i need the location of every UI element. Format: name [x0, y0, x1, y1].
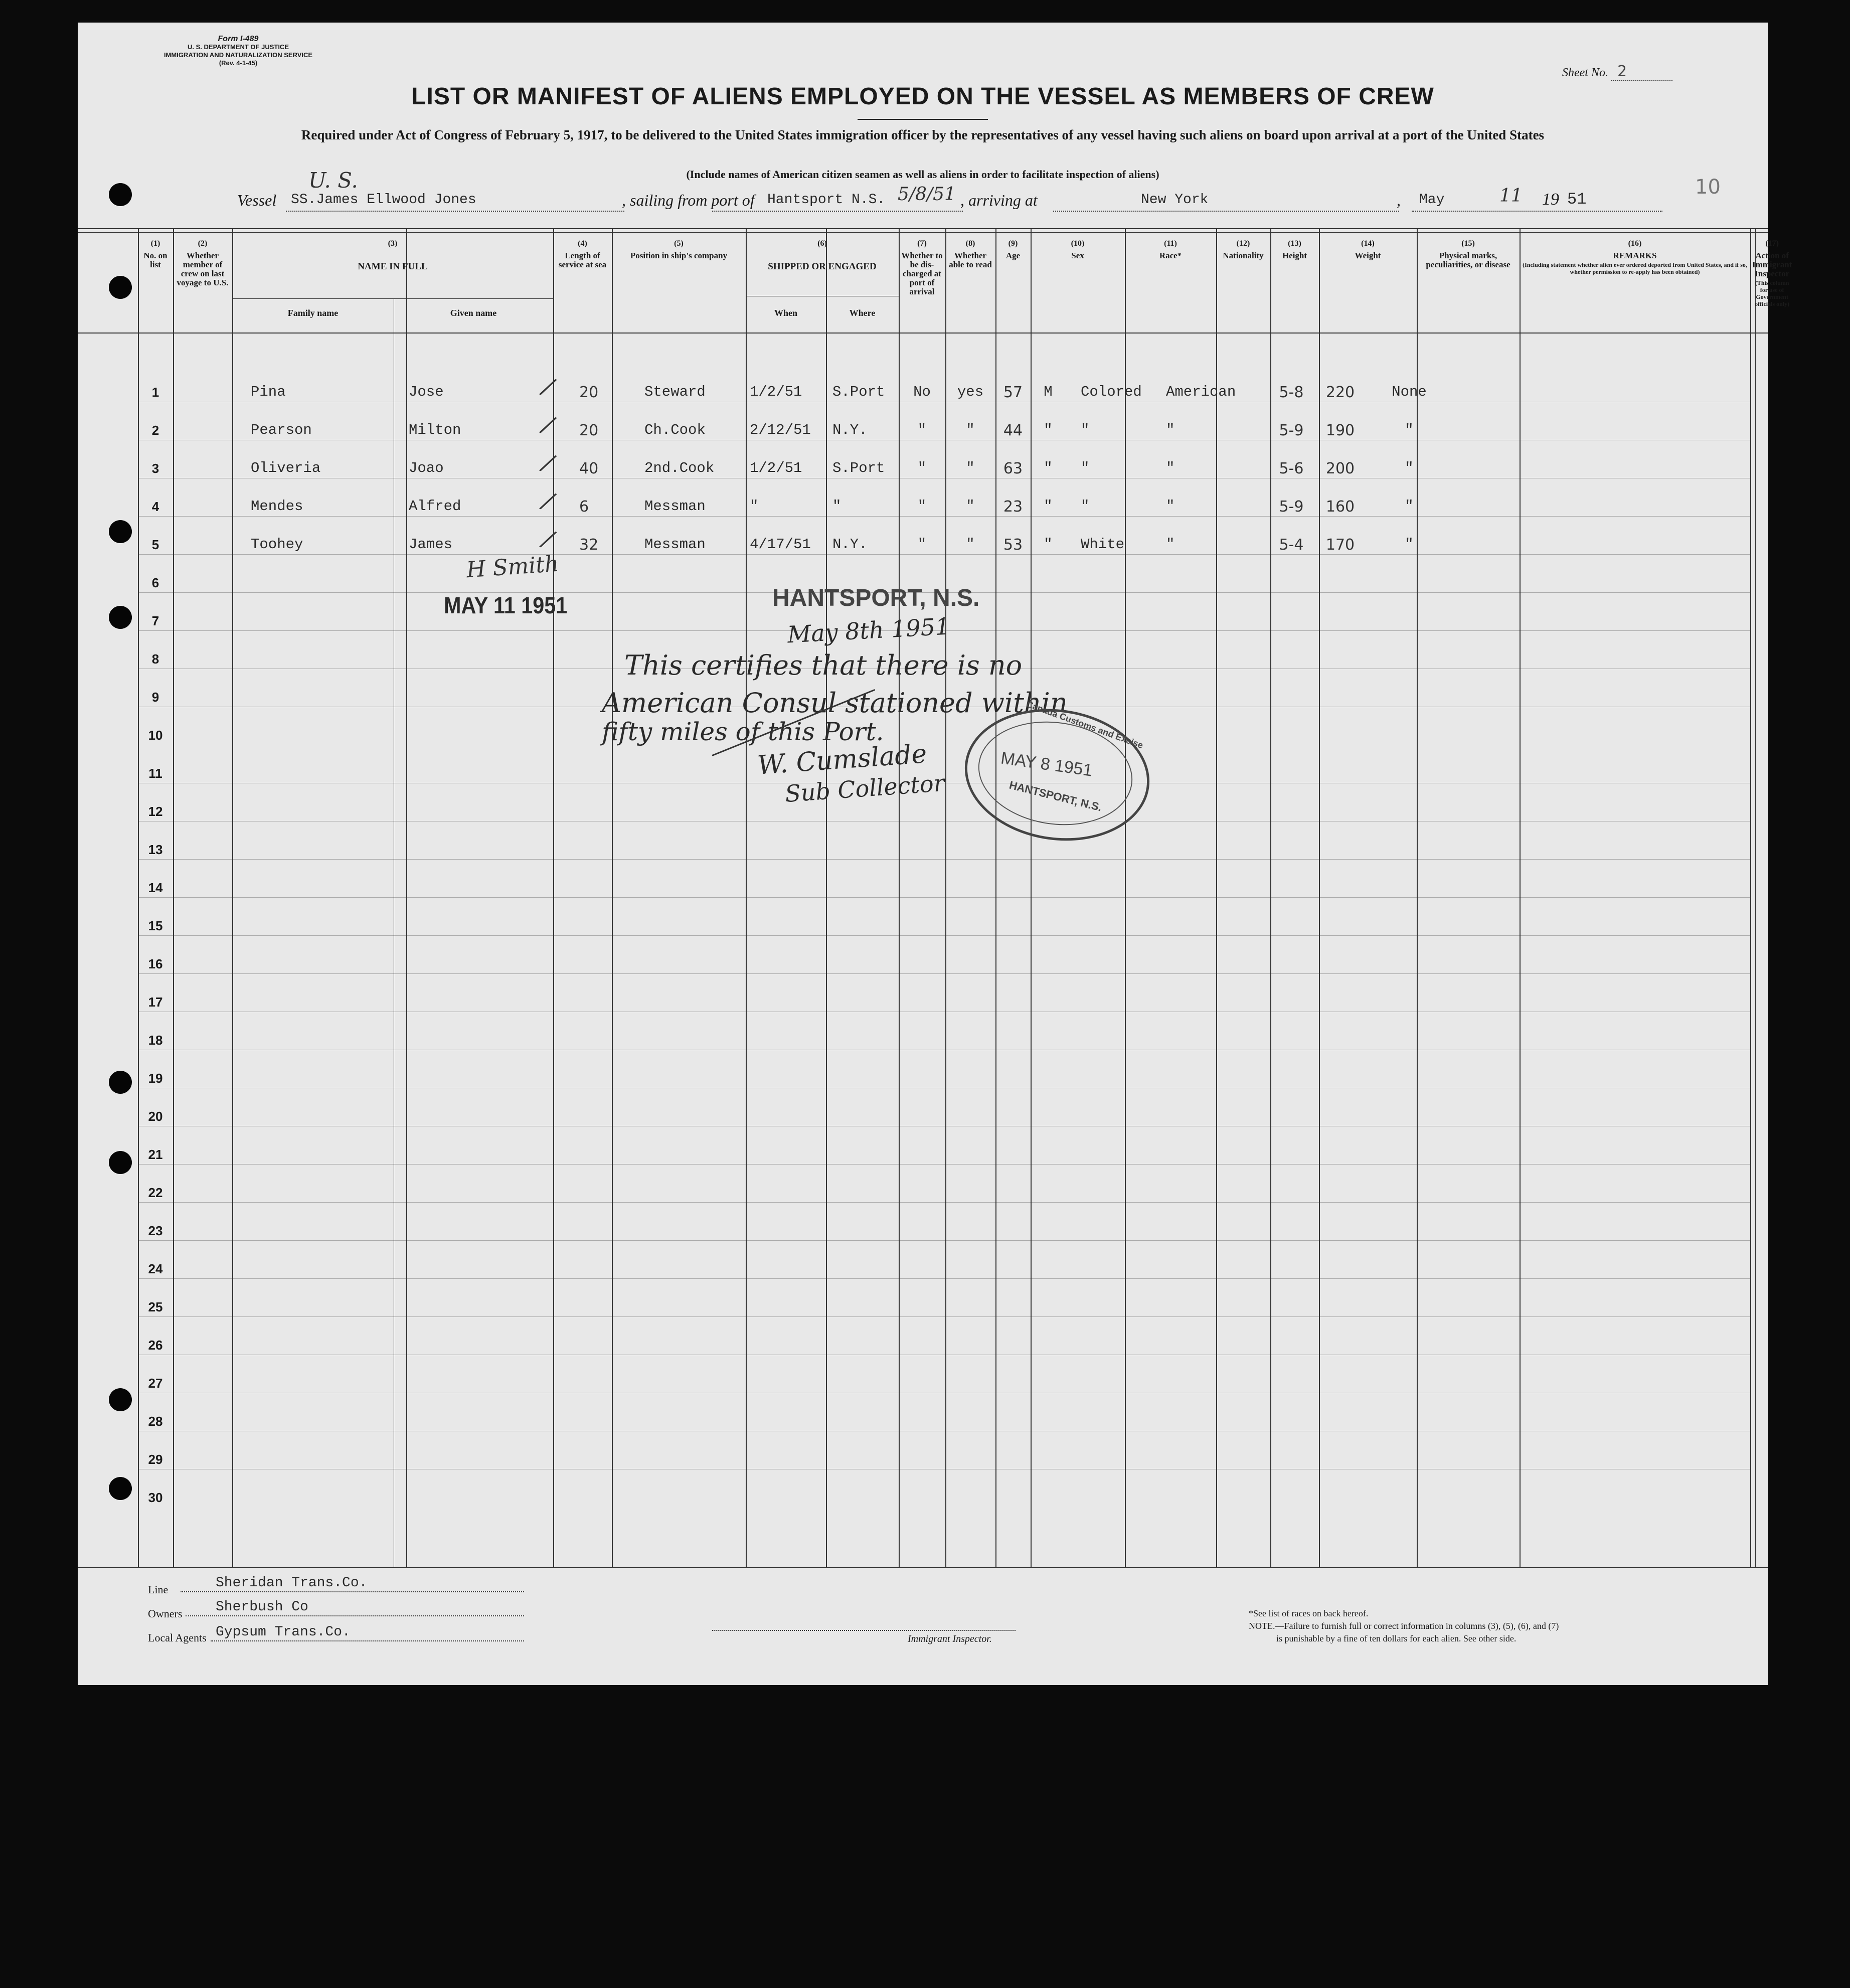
- column-label: Weight: [1355, 251, 1381, 260]
- table-row: [78, 410, 1768, 442]
- agents-value: Gypsum Trans.Co.: [216, 1624, 351, 1640]
- nationality: ": [1166, 422, 1175, 438]
- shipped-where: S.Port: [832, 384, 885, 400]
- row-number: 14: [148, 880, 163, 895]
- arriving-label: , arriving at: [960, 191, 1038, 209]
- port-underline: [712, 211, 963, 212]
- vessel-prefix-handwritten: U. S.: [308, 168, 358, 193]
- port-stamp: HANTSPORT, N.S.: [772, 585, 980, 611]
- column-note: (Including statement whether alien ever ordered deported from United States, and if so, whether permission to re-apply has been obtained): [1523, 261, 1747, 275]
- nationality: ": [1166, 498, 1175, 515]
- nationality: ": [1166, 536, 1175, 553]
- row-number: 16: [148, 956, 163, 971]
- age: 63: [1003, 460, 1023, 477]
- discharged: ": [917, 422, 927, 438]
- shipped-where: ": [832, 498, 842, 515]
- certification-line-1: This certifies that there is no: [624, 649, 1023, 681]
- able-to-read: ": [966, 460, 975, 476]
- column-header: [1272, 239, 1317, 260]
- given-name: Joao: [409, 460, 444, 476]
- certification-line-2: American Consul stationed within: [602, 687, 1068, 719]
- discharged: ": [917, 536, 927, 553]
- row-number: 19: [148, 1071, 163, 1086]
- column-label: Length of service at sea: [558, 251, 607, 269]
- discharged: ": [917, 460, 927, 476]
- row-number: 29: [148, 1452, 163, 1467]
- sex: ": [1044, 498, 1053, 515]
- position: Ch.Cook: [644, 422, 706, 438]
- sheet-number-label: Sheet No.: [1562, 66, 1608, 79]
- family-name: Pearson: [251, 422, 312, 438]
- column-header: [1033, 239, 1123, 260]
- column-header: [234, 239, 551, 271]
- row-rule: [138, 973, 1750, 974]
- owners-underline: [186, 1615, 524, 1616]
- check-mark: /: [539, 524, 557, 554]
- table-bottom-border: [78, 1567, 1768, 1568]
- column-header: [1127, 239, 1214, 260]
- row-number: 5: [151, 537, 159, 552]
- sailing-port: Hantsport N.S.: [767, 192, 886, 208]
- row-number: 18: [148, 1033, 163, 1048]
- column-label: Height: [1282, 251, 1307, 260]
- race: ": [1081, 422, 1090, 438]
- column-number: (8): [965, 239, 975, 248]
- height: 5-4: [1279, 536, 1304, 554]
- height: 5-9: [1279, 498, 1304, 516]
- family-name: Mendes: [251, 498, 303, 515]
- column-number: (5): [674, 239, 684, 248]
- penalty-note-1: NOTE.—Failure to furnish full or correct information in columns (3), (5), (6), and (7): [1249, 1621, 1559, 1631]
- table-row: [78, 448, 1768, 480]
- column-label: Race*: [1159, 251, 1182, 260]
- name-sub-rule: [232, 298, 553, 299]
- row-number: 4: [151, 499, 159, 514]
- arriving-underline: [1053, 211, 1399, 212]
- date-underline: [1412, 211, 1662, 212]
- table-row: [78, 372, 1768, 404]
- physical-marks: ": [1405, 498, 1414, 515]
- column-header: [1321, 239, 1415, 260]
- column-header: [1522, 239, 1748, 275]
- row-number: 2: [151, 423, 159, 438]
- able-to-read: ": [966, 498, 975, 515]
- position: 2nd.Cook: [644, 460, 715, 476]
- column-label: Physical marks, peculiarities, or disease: [1426, 251, 1510, 269]
- line-label: Line: [148, 1583, 169, 1596]
- oval-stamp-date: MAY 8 1951: [999, 748, 1094, 780]
- weight: 160: [1325, 498, 1355, 516]
- family-name: Oliveria: [251, 460, 321, 476]
- physical-marks: ": [1405, 460, 1414, 476]
- discharged: No: [913, 384, 931, 400]
- column-label: Action of Immigrant Inspector: [1752, 251, 1792, 278]
- column-label: Whether member of crew on last voyage to U.S.: [177, 251, 229, 287]
- height: 5-6: [1279, 460, 1304, 477]
- age: 23: [1003, 498, 1023, 516]
- row-number: 30: [148, 1490, 163, 1505]
- row-number: 11: [148, 766, 162, 781]
- form-service: IMMIGRATION AND NATURALIZATION SERVICE: [163, 51, 313, 59]
- column-subheader: Family name: [287, 308, 339, 318]
- title-rule: [858, 119, 988, 120]
- age: 53: [1003, 536, 1023, 554]
- column-label: NAME IN FULL: [358, 261, 428, 272]
- sex: ": [1044, 536, 1053, 553]
- form-department: U. S. DEPARTMENT OF JUSTICE: [188, 43, 289, 51]
- corner-number: 10: [1695, 176, 1721, 199]
- column-number: (14): [1361, 239, 1375, 248]
- row-number: 22: [148, 1185, 163, 1200]
- page-title: LIST OR MANIFEST OF ALIENS EMPLOYED ON THE VESSEL AS MEMBERS OF CREW: [411, 83, 1434, 110]
- manifest-sheet: [78, 23, 1792, 1685]
- certification-line-3: fifty miles of this Port.: [602, 717, 884, 746]
- row-number: 3: [151, 461, 159, 476]
- arrival-year-prefix: 19: [1542, 190, 1559, 209]
- physical-marks: None: [1392, 384, 1427, 400]
- row-number: 13: [148, 842, 163, 857]
- row-number: 24: [148, 1261, 163, 1276]
- length-of-service: 40: [579, 460, 599, 477]
- header-bottom-border: [78, 333, 1768, 334]
- sex: M: [1044, 384, 1053, 400]
- sheet-number: [1562, 63, 1672, 81]
- vessel-name: SS.James Ellwood Jones: [291, 192, 476, 208]
- column-number: (10): [1071, 239, 1085, 248]
- column-header: [614, 239, 744, 260]
- row-number: 6: [151, 575, 159, 590]
- arrival-day: 11: [1499, 186, 1523, 206]
- race: Colored: [1081, 384, 1142, 400]
- column-header: [555, 239, 610, 269]
- column-header: [748, 239, 897, 271]
- column-header: [947, 239, 993, 269]
- length-of-service: 20: [579, 422, 599, 439]
- given-name: Jose: [409, 384, 444, 400]
- column-header: [1419, 239, 1518, 269]
- row-number: 9: [151, 690, 159, 705]
- race: ": [1081, 498, 1090, 515]
- include-text: (Include names of American citizen seamen as well as aliens in order to facilitate inspection of aliens): [686, 168, 1159, 181]
- column-label: Sex: [1071, 251, 1084, 260]
- given-name: Milton: [409, 422, 461, 438]
- owners-value: Sherbush Co: [216, 1599, 308, 1615]
- row-number: 21: [148, 1147, 163, 1162]
- shipped-when: 1/2/51: [750, 384, 802, 400]
- line-underline: [181, 1591, 524, 1592]
- row-number: 17: [148, 995, 163, 1010]
- oval-stamp-top-text: Canada Customs and Excise: [1025, 699, 1145, 751]
- length-of-service: 32: [579, 536, 599, 554]
- length-of-service: 6: [579, 498, 589, 516]
- column-number: (16): [1628, 239, 1642, 248]
- arrival-month: May: [1419, 192, 1445, 208]
- column-number: (15): [1461, 239, 1475, 248]
- shipped-where: S.Port: [832, 460, 885, 476]
- race: ": [1081, 460, 1090, 476]
- column-number: (9): [1008, 239, 1018, 248]
- able-to-read: yes: [957, 384, 984, 400]
- age: 57: [1003, 384, 1023, 401]
- column-header: [997, 239, 1029, 260]
- punch-hole: [109, 183, 132, 206]
- row-number: 27: [148, 1376, 163, 1391]
- port-date-handwritten: 5/8/51: [898, 184, 956, 205]
- able-to-read: ": [966, 422, 975, 438]
- table-top-border-inner: [78, 232, 1768, 233]
- row-rule: [138, 897, 1750, 898]
- height: 5-8: [1279, 384, 1304, 401]
- column-label: Whether able to read: [949, 251, 992, 269]
- sex: ": [1044, 422, 1053, 438]
- height: 5-9: [1279, 422, 1304, 439]
- family-name: Pina: [251, 384, 286, 400]
- family-name: Toohey: [251, 536, 303, 553]
- official-signature: W. Cumslade: [756, 739, 928, 781]
- weight: 190: [1325, 422, 1355, 439]
- check-mark: /: [539, 372, 557, 402]
- column-label: No. on list: [143, 251, 167, 269]
- penalty-note-2: is punishable by a fine of ten dollars for each alien. See other side.: [1276, 1633, 1517, 1643]
- row-number: 28: [148, 1414, 163, 1429]
- position: Messman: [644, 498, 706, 515]
- table-row: [78, 524, 1768, 556]
- able-to-read: ": [966, 536, 975, 553]
- date-stamp: MAY 11 1951: [444, 592, 568, 618]
- physical-marks: ": [1405, 422, 1414, 438]
- physical-marks: ": [1405, 536, 1414, 553]
- row-number: 8: [151, 651, 159, 667]
- races-note: *See list of races on back hereof.: [1249, 1608, 1369, 1618]
- row-number: 23: [148, 1223, 163, 1238]
- row-rule: [138, 1316, 1750, 1317]
- column-note: (This column for use of Government officials only): [1755, 279, 1790, 307]
- row-rule: [138, 1202, 1750, 1203]
- row-number: 12: [148, 804, 163, 819]
- form-number: Form I-489: [218, 35, 259, 43]
- inspector-signature-line: [712, 1630, 1016, 1631]
- column-label: Whether to be dis-charged at port of arrival: [901, 251, 943, 296]
- handwritten-date: May 8th 1951: [786, 612, 951, 648]
- row-number: 26: [148, 1338, 163, 1353]
- comma: ,: [1397, 191, 1401, 209]
- row-rule: [138, 859, 1750, 860]
- shipped-when: 2/12/51: [750, 422, 811, 438]
- column-label: Position in ship's company: [630, 251, 728, 260]
- line-value: Sheridan Trans.Co.: [216, 1575, 368, 1591]
- row-number: 7: [151, 613, 159, 628]
- shipped-when: 1/2/51: [750, 460, 802, 476]
- table-row: [78, 486, 1768, 518]
- row-number: 20: [148, 1109, 163, 1124]
- column-header: [901, 239, 943, 296]
- column-number: (3): [388, 239, 398, 248]
- arriving-port: New York: [1141, 192, 1209, 208]
- vessel-underline: [286, 211, 624, 212]
- race: White: [1081, 536, 1125, 553]
- given-name: Alfred: [409, 498, 461, 515]
- shipped-when: 4/17/51: [750, 536, 811, 553]
- column-subheader: Where: [849, 308, 876, 318]
- age: 44: [1003, 422, 1023, 439]
- discharged: ": [917, 498, 927, 515]
- vessel-label: Vessel: [237, 191, 277, 209]
- row-rule: [138, 1278, 1750, 1279]
- given-name: James: [409, 536, 453, 553]
- inspector-label: Immigrant Inspector.: [908, 1633, 992, 1644]
- sheet-number-value: 2: [1611, 63, 1672, 81]
- shipped-where: N.Y.: [832, 422, 868, 438]
- agents-label: Local Agents: [148, 1631, 207, 1644]
- row-number: 1: [151, 385, 159, 400]
- column-number: (4): [578, 239, 587, 248]
- shipped-where: N.Y.: [832, 536, 868, 553]
- column-header: [140, 239, 171, 269]
- weight: 220: [1325, 384, 1355, 401]
- column-number: (12): [1236, 239, 1250, 248]
- oval-stamp-bottom-text: HANTSPORT, N.S.: [1007, 778, 1103, 814]
- length-of-service: 20: [579, 384, 599, 401]
- nationality: ": [1166, 460, 1175, 476]
- form-reference: [148, 35, 328, 67]
- column-header: [175, 239, 230, 287]
- column-header: [1218, 239, 1268, 260]
- row-rule: [138, 935, 1750, 936]
- row-rule: [138, 1164, 1750, 1165]
- arrival-year-suffix: 51: [1567, 190, 1587, 209]
- row-number: 10: [148, 728, 163, 743]
- check-mark: /: [539, 448, 557, 478]
- column-label: Age: [1005, 251, 1021, 260]
- nationality: American: [1166, 384, 1236, 400]
- row-number: 25: [148, 1299, 163, 1314]
- position: Steward: [644, 384, 706, 400]
- owners-label: Owners: [148, 1607, 183, 1620]
- table-top-border: [78, 228, 1768, 229]
- column-number: (6): [817, 239, 827, 248]
- position: Messman: [644, 536, 706, 553]
- column-header: [1752, 239, 1792, 307]
- row-number: 15: [148, 918, 163, 933]
- column-number: (1): [150, 239, 160, 248]
- check-mark: /: [539, 410, 557, 440]
- column-label: SHIPPED OR ENGAGED: [768, 261, 877, 272]
- required-text: Required under Act of Congress of February 5, 1917, to be delivered to the United States immigration officer by the representatives of any vessel having such aliens on board upon arrival at a port of the United States: [301, 127, 1545, 142]
- agents-underline: [211, 1640, 524, 1641]
- row-rule: [138, 1240, 1750, 1241]
- column-subheader: Given name: [450, 308, 497, 318]
- check-mark: /: [539, 486, 557, 516]
- column-subheader: When: [774, 308, 797, 318]
- weight: 200: [1325, 460, 1355, 477]
- column-number: (11): [1164, 239, 1177, 248]
- sailing-label: , sailing from port of: [622, 191, 755, 209]
- sex: ": [1044, 460, 1053, 476]
- initials-signature: H Smith: [465, 551, 560, 583]
- column-number: (7): [917, 239, 927, 248]
- column-number: (17): [1765, 239, 1779, 248]
- official-title: Sub Collector: [784, 769, 946, 808]
- weight: 170: [1325, 536, 1355, 554]
- column-label: REMARKS: [1613, 251, 1657, 260]
- column-number: (13): [1288, 239, 1301, 248]
- column-label: Nationality: [1223, 251, 1264, 260]
- form-revision: (Rev. 4-1-45): [219, 59, 258, 67]
- crew-table: [78, 228, 1792, 1570]
- column-number: (2): [198, 239, 208, 248]
- shipped-when: ": [750, 498, 759, 515]
